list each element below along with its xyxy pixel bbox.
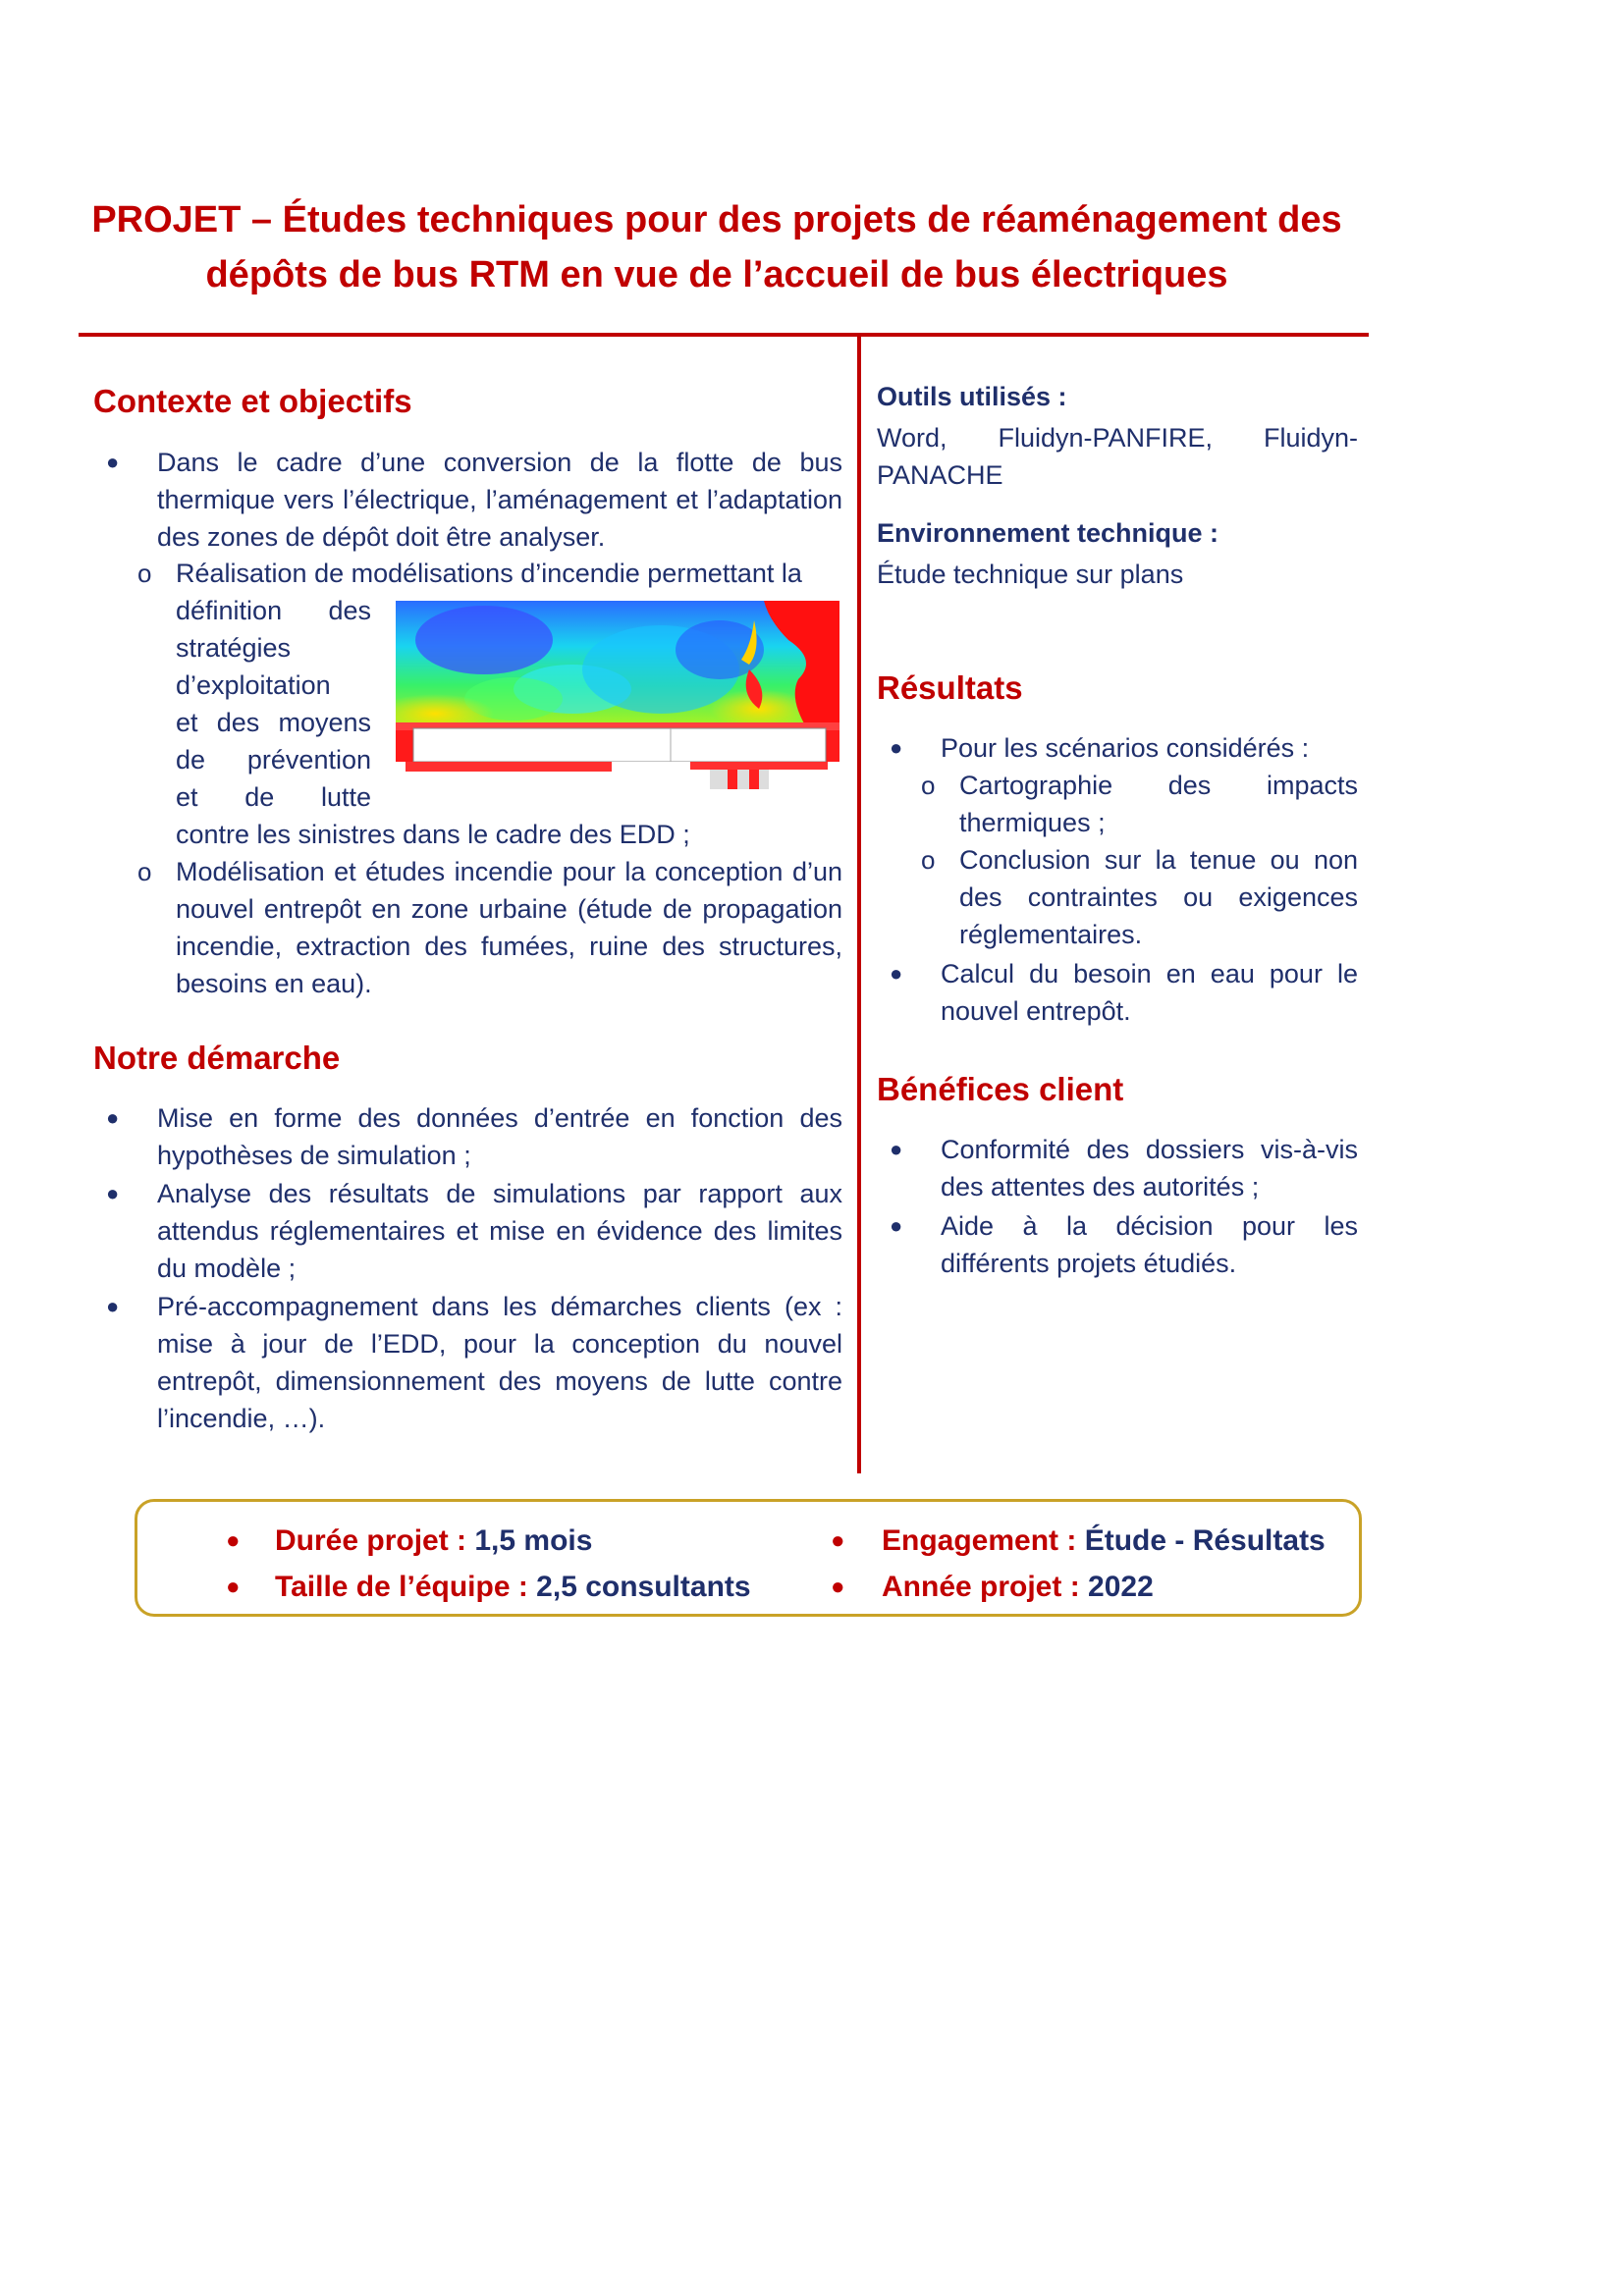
environnement-label: Environnement technique :	[877, 518, 1219, 548]
bullet-icon: ●	[831, 1527, 845, 1554]
wrap-line: définition des	[176, 596, 371, 625]
resultats-item-2: Calcul du besoin en eau pour le nouvel entrepôt.	[941, 959, 1358, 1026]
column-divider	[857, 335, 861, 1473]
wrap-line: de prévention	[176, 745, 371, 774]
demarche-item-2: Analyse des résultats de simulations par rapport aux attendus réglementaires et mise en évidence des limites du modèle ;	[157, 1179, 842, 1283]
benefices-item-2: Aide à la décision pour les différents projets étudiés.	[941, 1211, 1358, 1278]
demarche-item-3: Pré-accompagnement dans les démarches clients (ex : mise à jour de l’EDD, pour la conception du nouvel entrepôt, dimensionnement des moyens de lutte contre l’incendie, …).	[157, 1292, 842, 1433]
contexte-heading: Contexte et objectifs	[93, 383, 412, 419]
summary-taille-label: Taille de l’équipe :	[275, 1571, 528, 1603]
benefices-item-1: Conformité des dossiers vis-à-vis des attentes des autorités ;	[941, 1135, 1358, 1201]
bullet-icon: ●	[106, 1294, 120, 1318]
wrap-line: d’exploitation	[176, 670, 331, 700]
wrap-line: et de lutte	[176, 782, 371, 812]
summary-taille-value: 2,5 consultants	[536, 1571, 751, 1603]
title-line-1: PROJET – Études techniques pour des projets de réaménagement des	[91, 199, 1342, 240]
contexte-intro: Dans le cadre d’une conversion de la flotte de bus thermique vers l’électrique, l’aménagement et l’adaptation des zones de dépôt doit être analyser.	[157, 448, 842, 552]
summary-annee	[882, 1568, 1154, 1607]
outils-label: Outils utilisés :	[877, 382, 1067, 411]
outils-value: Word, Fluidyn-PANFIRE, Fluidyn-PANACHE	[877, 423, 1358, 490]
summary-annee-label: Année projet :	[882, 1571, 1080, 1603]
demarche-heading: Notre démarche	[93, 1040, 341, 1076]
bullet-icon: ●	[890, 1137, 903, 1161]
contexte-sub1-wrapped	[176, 592, 371, 816]
resultats-heading: Résultats	[877, 669, 1023, 706]
demarche-item-1: Mise en forme des données d’entrée en fonction des hypothèses de simulation ;	[157, 1103, 842, 1170]
bullet-icon: ●	[890, 1213, 903, 1238]
bullet-icon: ●	[226, 1527, 241, 1554]
summary-duree-value: 1,5 mois	[474, 1524, 593, 1557]
contexte-sub1-line1: Réalisation de modélisations d’incendie permettant la	[176, 559, 802, 588]
bullet-icon: ●	[890, 961, 903, 986]
summary-taille	[275, 1568, 751, 1607]
resultats-sub-1: Cartographie des impacts thermiques ;	[959, 771, 1358, 837]
bullet-icon: ●	[226, 1574, 241, 1600]
environnement-value: Étude technique sur plans	[877, 560, 1184, 589]
circle-bullet-icon: o	[921, 771, 936, 800]
bullet-icon: ●	[106, 450, 120, 474]
summary-engagement-value: Étude - Résultats	[1084, 1524, 1326, 1557]
circle-bullet-icon: o	[137, 857, 152, 886]
bullet-icon: ●	[106, 1105, 120, 1130]
title-line-2: dépôts de bus RTM en vue de l’accueil de bus électriques	[205, 254, 1228, 295]
title-divider	[79, 333, 1369, 337]
contexte-sub1-tail: contre les sinistres dans le cadre des EDD ;	[176, 820, 690, 849]
summary-duree	[275, 1522, 592, 1561]
bullet-icon: ●	[890, 735, 903, 760]
wrap-line: et des moyens	[176, 708, 371, 737]
summary-engagement	[882, 1522, 1326, 1561]
wrap-line: stratégies	[176, 633, 292, 663]
summary-annee-value: 2022	[1088, 1571, 1154, 1603]
resultats-item-1: Pour les scénarios considérés :	[941, 733, 1310, 763]
fire-simulation-image	[396, 601, 839, 789]
bullet-icon: ●	[831, 1574, 845, 1600]
summary-engagement-label: Engagement :	[882, 1524, 1077, 1557]
circle-bullet-icon: o	[921, 845, 936, 875]
contexte-sub2: Modélisation et études incendie pour la conception d’un nouvel entrepôt en zone urbaine (étude de propagation incendie, extraction des fumées, ruine des structures, besoins en eau).	[176, 857, 842, 998]
page-title	[69, 192, 1365, 302]
resultats-sub-2: Conclusion sur la tenue ou non des contraintes ou exigences réglementaires.	[959, 845, 1358, 949]
summary-duree-label: Durée projet :	[275, 1524, 467, 1557]
circle-bullet-icon: o	[137, 559, 152, 588]
benefices-heading: Bénéfices client	[877, 1071, 1124, 1107]
bullet-icon: ●	[106, 1181, 120, 1205]
